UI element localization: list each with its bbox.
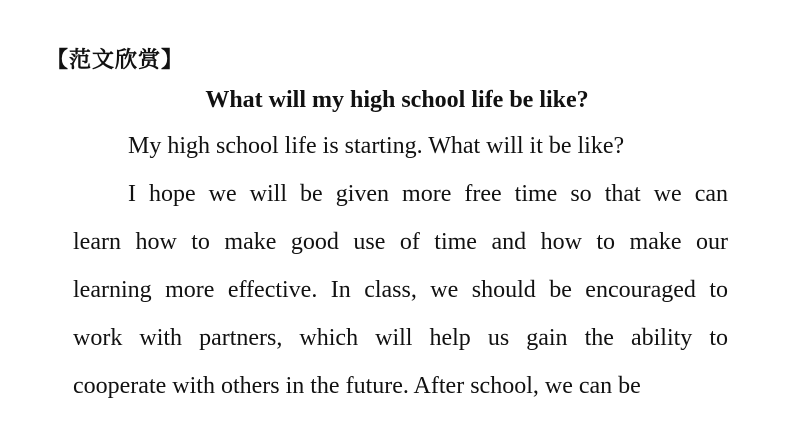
essay-line: work with partners, which will help us gain the ability to [73,325,728,351]
essay-line: cooperate with others in the future. After school, we can be [73,373,641,399]
essay-line: learn how to make good use of time and how to make our [73,229,728,255]
essay-line: learning more effective. In class, we should be encouraged to [73,277,728,303]
section-heading: 【范文欣赏】 [46,48,185,73]
essay-line: My high school life is starting. What will it be like? [128,133,625,159]
essay-title: What will my high school life be like? [205,87,589,113]
essay-line: I hope we will be given more free time so that we can [128,181,728,207]
